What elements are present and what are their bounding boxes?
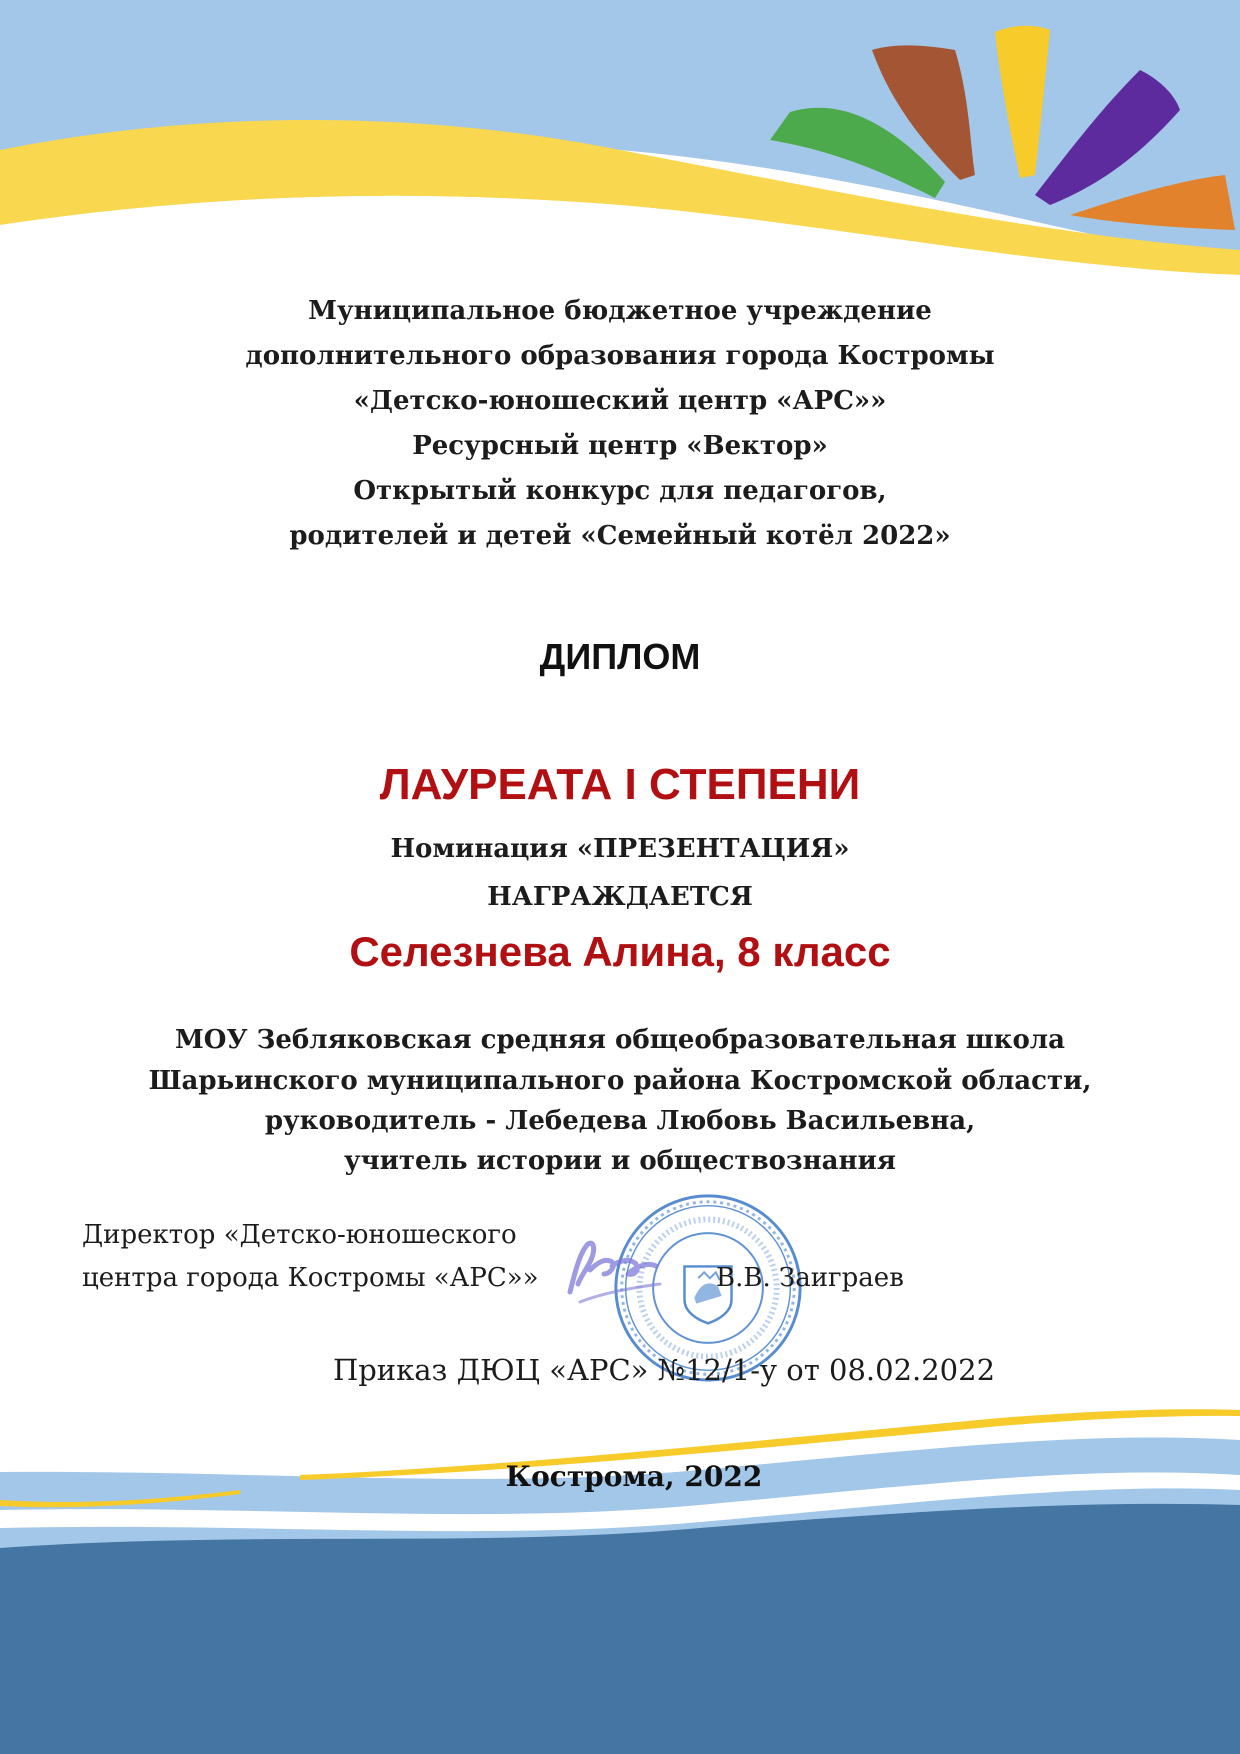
- header-line-1: Муниципальное бюджетное учреждение: [308, 296, 932, 326]
- degree-title: ЛАУРЕАТА I СТЕПЕНИ: [379, 760, 861, 809]
- director-title-line-1: Директор «Детско-юношеского: [82, 1220, 517, 1250]
- header-line-5: Открытый конкурс для педагогов,: [353, 476, 887, 506]
- school-line-3: руководитель - Лебедева Любовь Васильевна,: [264, 1106, 976, 1136]
- bottom-deep-blue: [0, 1504, 1240, 1754]
- nomination: Номинация «ПРЕЗЕНТАЦИЯ»: [390, 834, 850, 864]
- header-line-3: «Детско-юношеский центр «АРС»»: [353, 386, 887, 416]
- order-reference: Приказ ДЮЦ «АРС» №12/1-у от 08.02.2022: [332, 1353, 996, 1387]
- signer-name: В.В. Заиграев: [716, 1263, 904, 1293]
- handwritten-signature: [560, 1222, 680, 1312]
- school-line-1: МОУ Зебляковская средняя общеобразовательная школа: [175, 1025, 1065, 1055]
- header-line-2: дополнительного образования города Костромы: [245, 341, 995, 371]
- recipient-name: Селезнева Алина, 8 класс: [349, 928, 891, 975]
- header-line-4: Ресурсный центр «Вектор»: [412, 431, 828, 461]
- diploma-title: ДИПЛОМ: [539, 636, 701, 677]
- school-line-2: Шарьинского муниципального района Костромской области,: [148, 1066, 1092, 1096]
- director-title-line-2: центра города Костромы «АРС»»: [82, 1263, 539, 1293]
- city-year: Кострома, 2022: [505, 1460, 763, 1493]
- header-line-6: родителей и детей «Семейный котёл 2022»: [289, 521, 951, 551]
- awarded-label: НАГРАЖДАЕТСЯ: [487, 882, 753, 912]
- school-line-4: учитель истории и обществознания: [343, 1146, 897, 1176]
